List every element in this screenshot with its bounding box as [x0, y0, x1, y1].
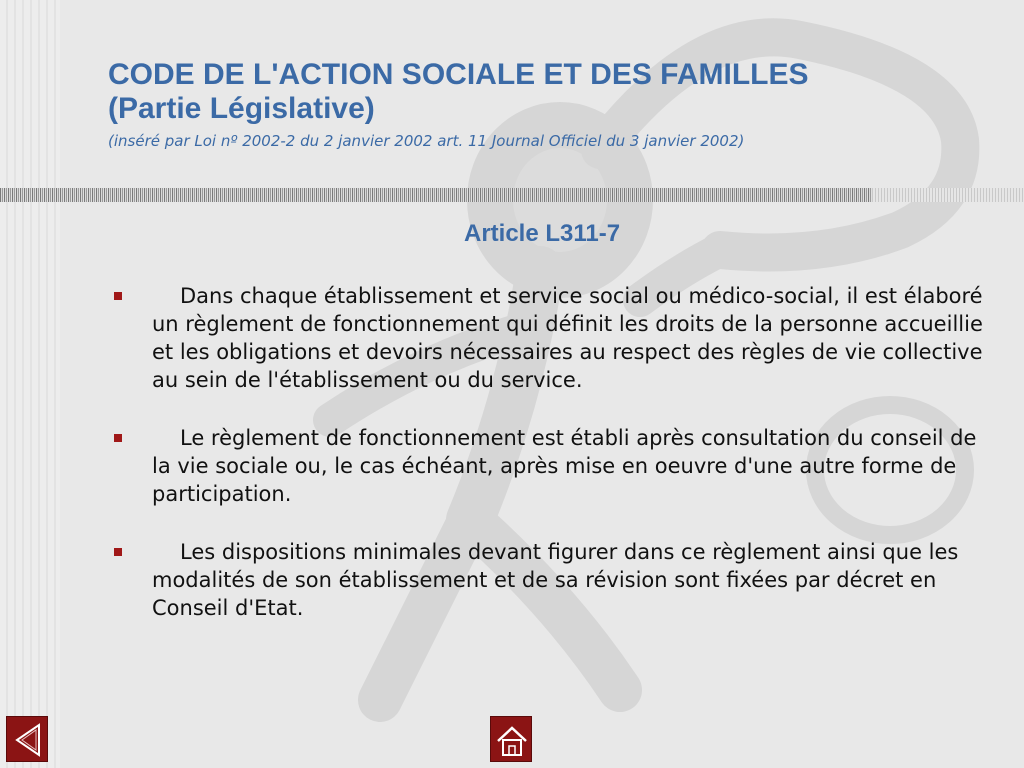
divider-bar-fade: [872, 188, 1024, 202]
triangle-left-icon: [7, 717, 49, 763]
paragraph-text: Le règlement de fonctionnement est établi après consultation du conseil de la vie sociale ou, le cas échéant, après mise en oeuvre d'une autre forme de participation.: [152, 426, 977, 506]
page-subtitle: (inséré par Loi nº 2002-2 du 2 janvier 2002 art. 11 Journal Officiel du 3 janvier 2002): [108, 132, 745, 150]
square-bullet-icon: [114, 292, 122, 300]
home-icon: [491, 717, 533, 763]
page-title-part: (Partie Législative): [108, 92, 375, 125]
square-bullet-icon: [114, 548, 122, 556]
previous-slide-button[interactable]: [6, 716, 48, 762]
square-bullet-icon: [114, 434, 122, 442]
page-title: CODE DE L'ACTION SOCIALE ET DES FAMILLES: [108, 58, 809, 91]
paragraph-text: Les dispositions minimales devant figurer dans ce règlement ainsi que les modalités de son établissement et de sa révision sont fixées par décret en Conseil d'Etat.: [152, 540, 959, 620]
article-heading: Article L311-7: [464, 220, 621, 247]
paragraph-text: Dans chaque établissement et service social ou médico-social, il est élaboré un règlement de fonctionnement qui définit les droits de la personne accueillie et les obligations et devoirs nécessaires au respect des règles de vie collective au sein de l'établissement ou du service.: [152, 284, 983, 392]
list-item: [110, 282, 990, 394]
list-item: [110, 424, 990, 508]
title-block: [108, 58, 988, 150]
divider-bar: [0, 188, 872, 202]
article-bullet-list: [110, 282, 990, 652]
list-item: [110, 538, 990, 622]
home-button[interactable]: [490, 716, 532, 762]
